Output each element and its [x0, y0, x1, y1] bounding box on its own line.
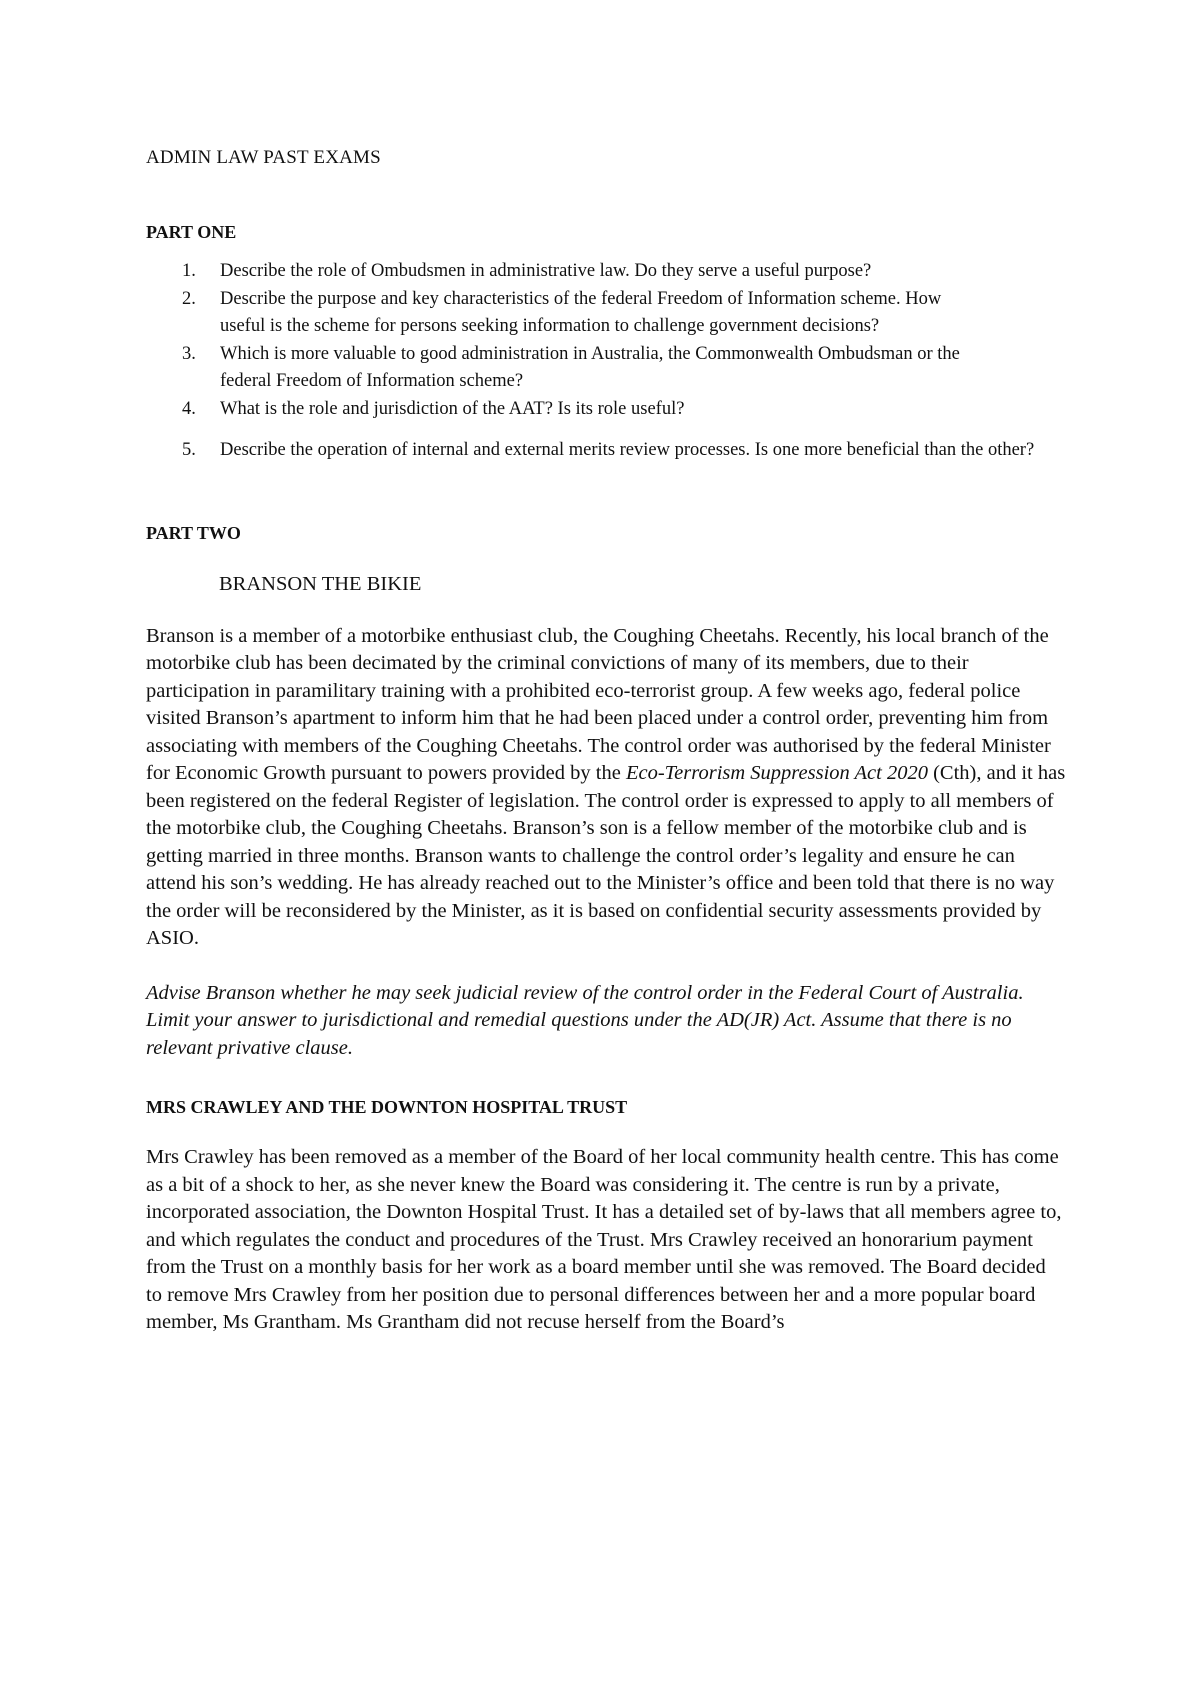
question-text: What is the role and jurisdiction of the AAT? Is its role useful? — [220, 398, 685, 419]
question-text: Describe the role of Ombudsmen in administrative law. Do they serve a useful purpose? — [220, 261, 872, 281]
question-text: Describe the operation of internal and external merits review processes. Is one more beneficial than the other? — [220, 440, 1035, 460]
question-number: 1. — [182, 261, 196, 281]
question-text: Describe the purpose and key characteristics of the federal Freedom of Information scheme. How useful is the scheme for persons seeking information to challenge government decisions? — [220, 288, 942, 336]
question-item — [146, 437, 1036, 465]
scenario-text-part-2: (Cth), and it has been registered on the federal Register of legislation. The control order is expressed to apply to all members of the motorbike club, the Coughing Cheetahs. Branson’s son is a fellow member of the motorbike club and is getting married in three months. Branson wants to challenge the control order’s legality and ensure he can attend his son’s wedding. He has already reached out to the Minister’s office and been told that there is no way the order will be reconsidered by the Minister, as it is based on confidential security assessments provided by ASIO. — [146, 762, 1066, 949]
question-item — [146, 286, 976, 341]
question-item — [146, 258, 976, 286]
document-title: ADMIN LAW PAST EXAMS — [146, 147, 381, 168]
document-page — [146, 146, 1066, 1337]
second-scenario-heading: MRS CRAWLEY AND THE DOWNTON HOSPITAL TRUST — [146, 1097, 628, 1117]
question-item — [146, 396, 976, 424]
second-scenario-paragraph: Mrs Crawley has been removed as a member of the Board of her local community health centre. This has come as a bit of a shock to her, as she never knew the Board was considering it. The centre is run by a private, incorporated association, the Downton Hospital Trust. It has a detailed set of by-laws that all members agree to, and which regulates the conduct and procedures of the Trust. Mrs Crawley received an honorarium payment from the Trust on a monthly basis for her work as a board member until she was removed. The Board decided to remove Mrs Crawley from her position due to personal differences between her and a more popular board member, Ms Grantham. Ms Grantham did not recuse herself from the Board’s — [146, 1146, 1062, 1333]
scenario-title: BRANSON THE BIKIE — [219, 572, 422, 595]
question-number: 3. — [182, 343, 196, 364]
part-one-question-list — [146, 258, 1066, 465]
question-number: 4. — [182, 398, 196, 419]
advice-instruction: Advise Branson whether he may seek judicial review of the control order in the Federal Court of Australia. Limit your answer to jurisdictional and remedial questions under the AD(JR) Act. Assume that there is no relevant privative clause. — [146, 981, 1024, 1059]
scenario-paragraph — [146, 623, 1066, 953]
question-text: Which is more valuable to good administration in Australia, the Commonwealth Ombudsman or the federal Freedom of Information scheme? — [220, 343, 960, 391]
part-two-heading: PART TWO — [146, 522, 241, 543]
act-name: Eco-Terrorism Suppression Act 2020 — [625, 762, 928, 784]
scenario-text-part-1: Branson is a member of a motorbike enthusiast club, the Coughing Cheetahs. Recently, his local branch of the motorbike club has been decimated by the criminal convictions of many of its members, due to their participation in paramilitary training with a prohibited eco-terrorist group. A few weeks ago, federal police visited Branson’s apartment to inform him that he had been placed under a control order, preventing him from associating with members of the Coughing Cheetahs. The control order was authorised by the federal Minister for Economic Growth pursuant to powers provided by the — [146, 624, 1051, 784]
part-one-heading: PART ONE — [146, 222, 237, 242]
question-number: 5. — [182, 440, 196, 460]
question-number: 2. — [182, 288, 196, 309]
question-item — [146, 341, 976, 396]
